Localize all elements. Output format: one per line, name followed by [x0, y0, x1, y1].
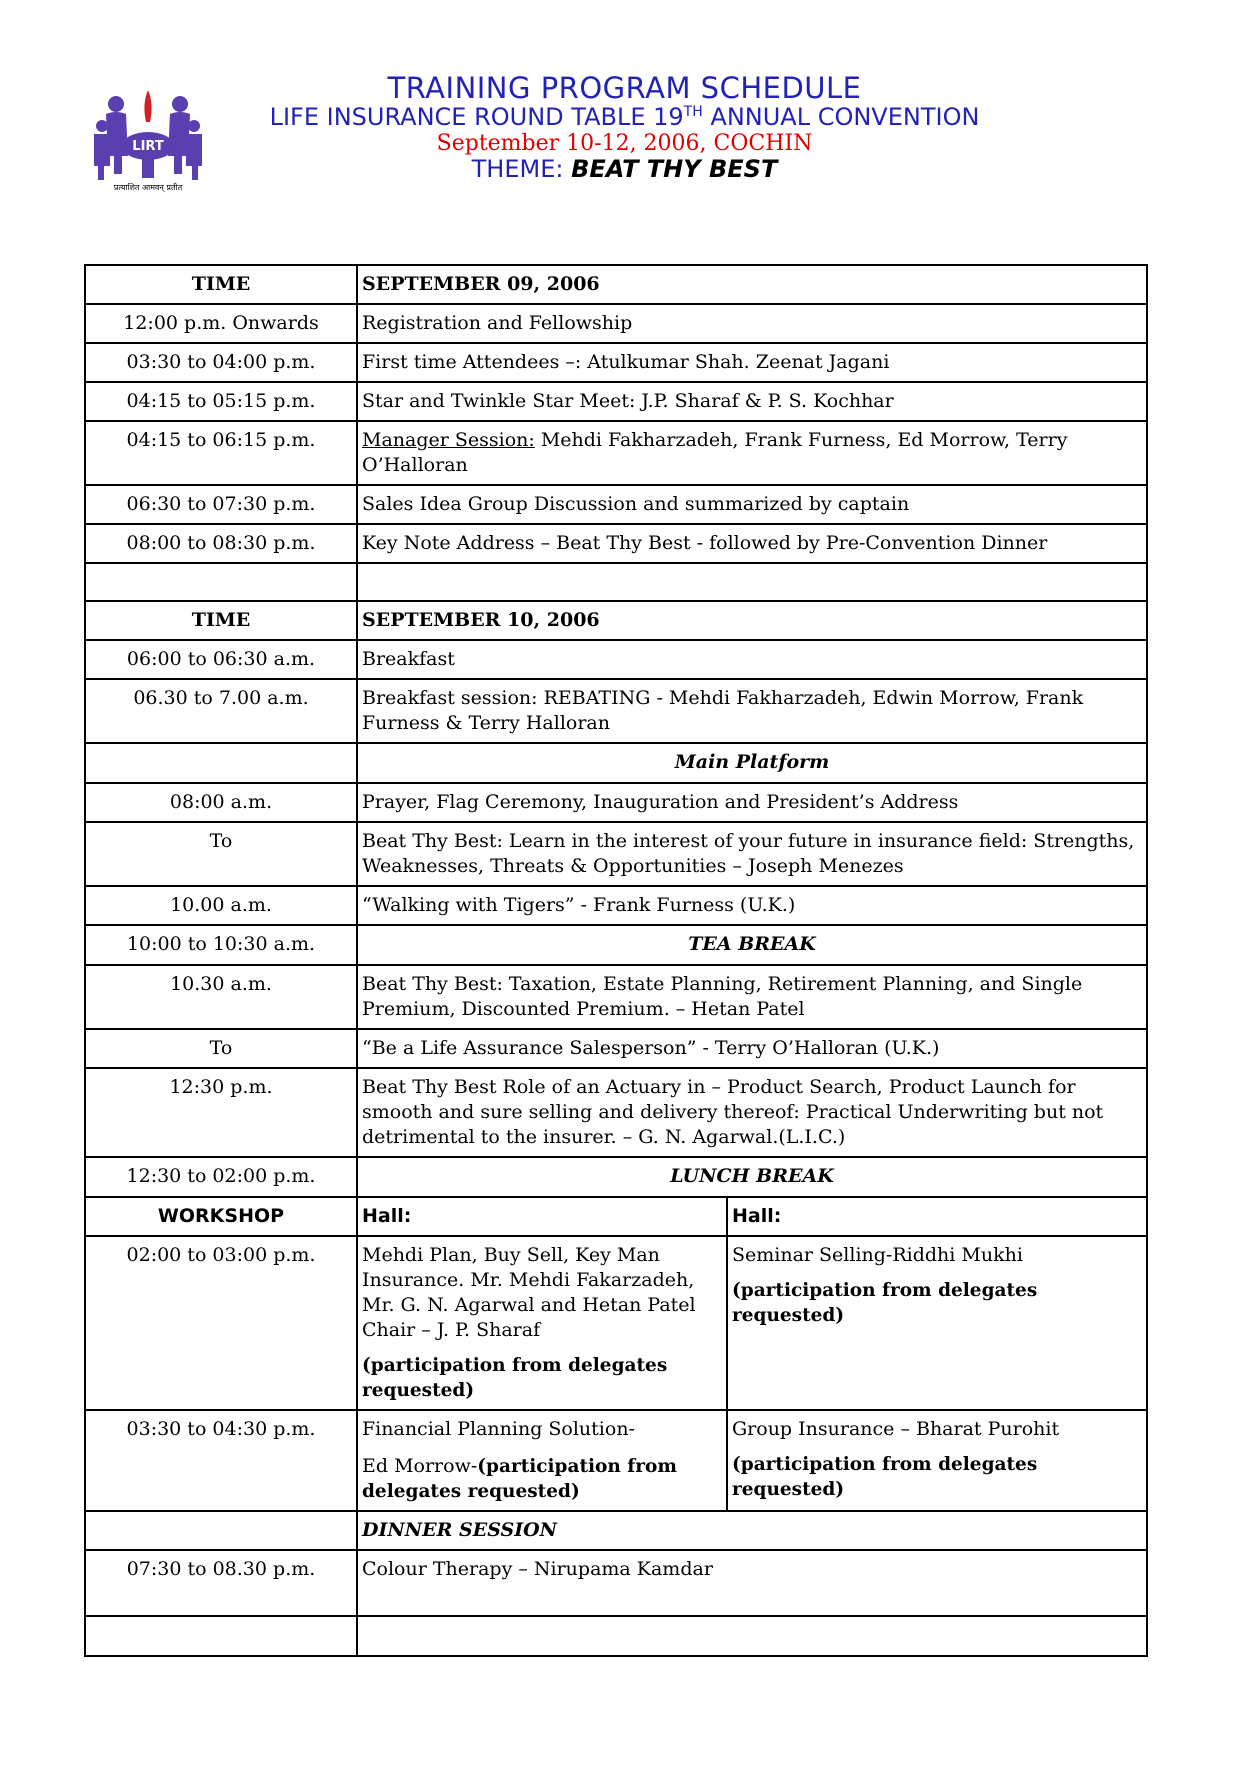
date-header: SEPTEMBER 10, 2006 — [357, 601, 1147, 640]
table-row — [85, 640, 1147, 679]
date-header: SEPTEMBER 09, 2006 — [357, 265, 1147, 304]
table-row — [85, 421, 1147, 485]
time-header: TIME — [85, 265, 357, 304]
empty-row — [85, 563, 1147, 601]
time-cell: 12:00 p.m. Onwards — [85, 304, 357, 343]
table-row — [85, 382, 1147, 421]
time-cell: 03:30 to 04:00 p.m. — [85, 343, 357, 382]
main-platform-heading: Main Platform — [357, 743, 1147, 783]
event-cell: First time Attendees –: Atulkumar Shah. Zeenat Jagani — [357, 343, 1147, 382]
table-header-row — [85, 265, 1147, 304]
time-cell: 12:30 to 02:00 p.m. — [85, 1157, 357, 1197]
schedule-table — [84, 264, 1148, 1657]
svg-text:प्रत्याशित आमवन् प्रतीत: प्रत्याशित आमवन् प्रतीत — [113, 183, 183, 192]
table-row — [85, 679, 1147, 743]
time-cell: 04:15 to 05:15 p.m. — [85, 382, 357, 421]
table-row — [85, 965, 1147, 1029]
time-cell: 04:15 to 06:15 p.m. — [85, 421, 357, 485]
hall-b-header: Hall: — [727, 1197, 1147, 1236]
table-row — [85, 783, 1147, 822]
empty-row — [85, 1616, 1147, 1656]
time-cell: 08:00 a.m. — [85, 783, 357, 822]
time-cell: 06:00 to 06:30 a.m. — [85, 640, 357, 679]
table-row — [85, 1029, 1147, 1068]
time-cell: 08:00 to 08:30 p.m. — [85, 524, 357, 563]
hall-a-header: Hall: — [357, 1197, 727, 1236]
event-cell: Registration and Fellowship — [357, 304, 1147, 343]
section-row — [85, 925, 1147, 965]
hall-b-cell: Seminar Selling-Riddhi Mukhi (participation from delegates requested) — [727, 1236, 1147, 1410]
table-header-row — [85, 601, 1147, 640]
hall-b-cell: Group Insurance – Bharat Purohit (participation from delegates requested) — [727, 1410, 1147, 1511]
empty-cell — [85, 743, 357, 783]
workshop-row — [85, 1410, 1147, 1511]
table-row — [85, 304, 1147, 343]
event-cell: Breakfast — [357, 640, 1147, 679]
event-cell: Breakfast session: REBATING - Mehdi Fakharzadeh, Edwin Morrow, Frank Furness & Terry Halloran — [357, 679, 1147, 743]
empty-cell — [85, 1616, 357, 1656]
theme-line: THEME: BEAT THY BEST — [471, 155, 778, 183]
section-row — [85, 1511, 1147, 1550]
time-cell: 12:30 p.m. — [85, 1068, 357, 1157]
section-row — [85, 743, 1147, 783]
time-cell: 02:00 to 03:00 p.m. — [85, 1236, 357, 1410]
section-row — [85, 1157, 1147, 1197]
dinner-session-heading: DINNER SESSION — [357, 1511, 1147, 1550]
event-cell: “Walking with Tigers” - Frank Furness (U.K.) — [357, 886, 1147, 925]
event-cell: Beat Thy Best: Learn in the interest of your future in insurance field: Strengths, Weaknesses, Threats & Opportunities – Joseph Menezes — [357, 822, 1147, 886]
document-title: TRAINING PROGRAM SCHEDULE — [387, 71, 862, 105]
time-cell: 10:00 to 10:30 a.m. — [85, 925, 357, 965]
empty-cell — [357, 1616, 1147, 1656]
time-cell: 07:30 to 08.30 p.m. — [85, 1550, 357, 1616]
empty-cell — [85, 1511, 357, 1550]
workshop-header-row — [85, 1197, 1147, 1236]
workshop-row — [85, 1236, 1147, 1410]
hall-a-cell: Mehdi Plan, Buy Sell, Key Man Insurance. Mr. Mehdi Fakarzadeh, Mr. G. N. Agarwal and Hetan Patel Chair – J. P. Sharaf (participation from delegates requested) — [357, 1236, 727, 1410]
convention-name: LIFE INSURANCE ROUND TABLE 19TH ANNUAL CONVENTION — [269, 103, 980, 131]
table-row — [85, 485, 1147, 524]
table-row — [85, 822, 1147, 886]
table-row — [85, 1550, 1147, 1616]
tea-break-heading: TEA BREAK — [357, 925, 1147, 965]
hall-a-cell: Financial Planning Solution- Ed Morrow-(participation from delegates requested) — [357, 1410, 727, 1511]
event-cell: Manager Session: Mehdi Fakharzadeh, Frank Furness, Ed Morrow, Terry O’Halloran — [357, 421, 1147, 485]
table-row — [85, 343, 1147, 382]
event-cell: Sales Idea Group Discussion and summarized by captain — [357, 485, 1147, 524]
event-cell: “Be a Life Assurance Salesperson” - Terry O’Halloran (U.K.) — [357, 1029, 1147, 1068]
time-cell: To — [85, 1029, 357, 1068]
event-cell: Star and Twinkle Star Meet: J.P. Sharaf & P. S. Kochhar — [357, 382, 1147, 421]
empty-cell — [357, 563, 1147, 601]
convention-dates: September 10-12, 2006, COCHIN — [436, 131, 813, 156]
workshop-label: WORKSHOP — [85, 1197, 357, 1236]
time-header: TIME — [85, 601, 357, 640]
empty-cell — [85, 563, 357, 601]
time-cell: 06:30 to 07:30 p.m. — [85, 485, 357, 524]
time-cell: 03:30 to 04:30 p.m. — [85, 1410, 357, 1511]
time-cell: 10.30 a.m. — [85, 965, 357, 1029]
table-row — [85, 886, 1147, 925]
svg-text:LIRT: LIRT — [132, 139, 164, 154]
lunch-break-heading: LUNCH BREAK — [357, 1157, 1147, 1197]
time-cell: 06.30 to 7.00 a.m. — [85, 679, 357, 743]
table-row — [85, 524, 1147, 563]
event-cell: Prayer, Flag Ceremony, Inauguration and President’s Address — [357, 783, 1147, 822]
event-cell: Beat Thy Best Role of an Actuary in – Product Search, Product Launch for smooth and sure selling and delivery thereof: Practical Underwriting but not detrimental to the insurer. – G. N. Agarwal.(L.I.C.) — [357, 1068, 1147, 1157]
event-cell: Beat Thy Best: Taxation, Estate Planning, Retirement Planning, and Single Premium, Discounted Premium. – Hetan Patel — [357, 965, 1147, 1029]
time-cell: To — [85, 822, 357, 886]
document-header — [0, 71, 1249, 183]
event-cell: Key Note Address – Beat Thy Best - followed by Pre-Convention Dinner — [357, 524, 1147, 563]
table-row — [85, 1068, 1147, 1157]
time-cell: 10.00 a.m. — [85, 886, 357, 925]
event-cell: Colour Therapy – Nirupama Kamdar — [357, 1550, 1147, 1616]
